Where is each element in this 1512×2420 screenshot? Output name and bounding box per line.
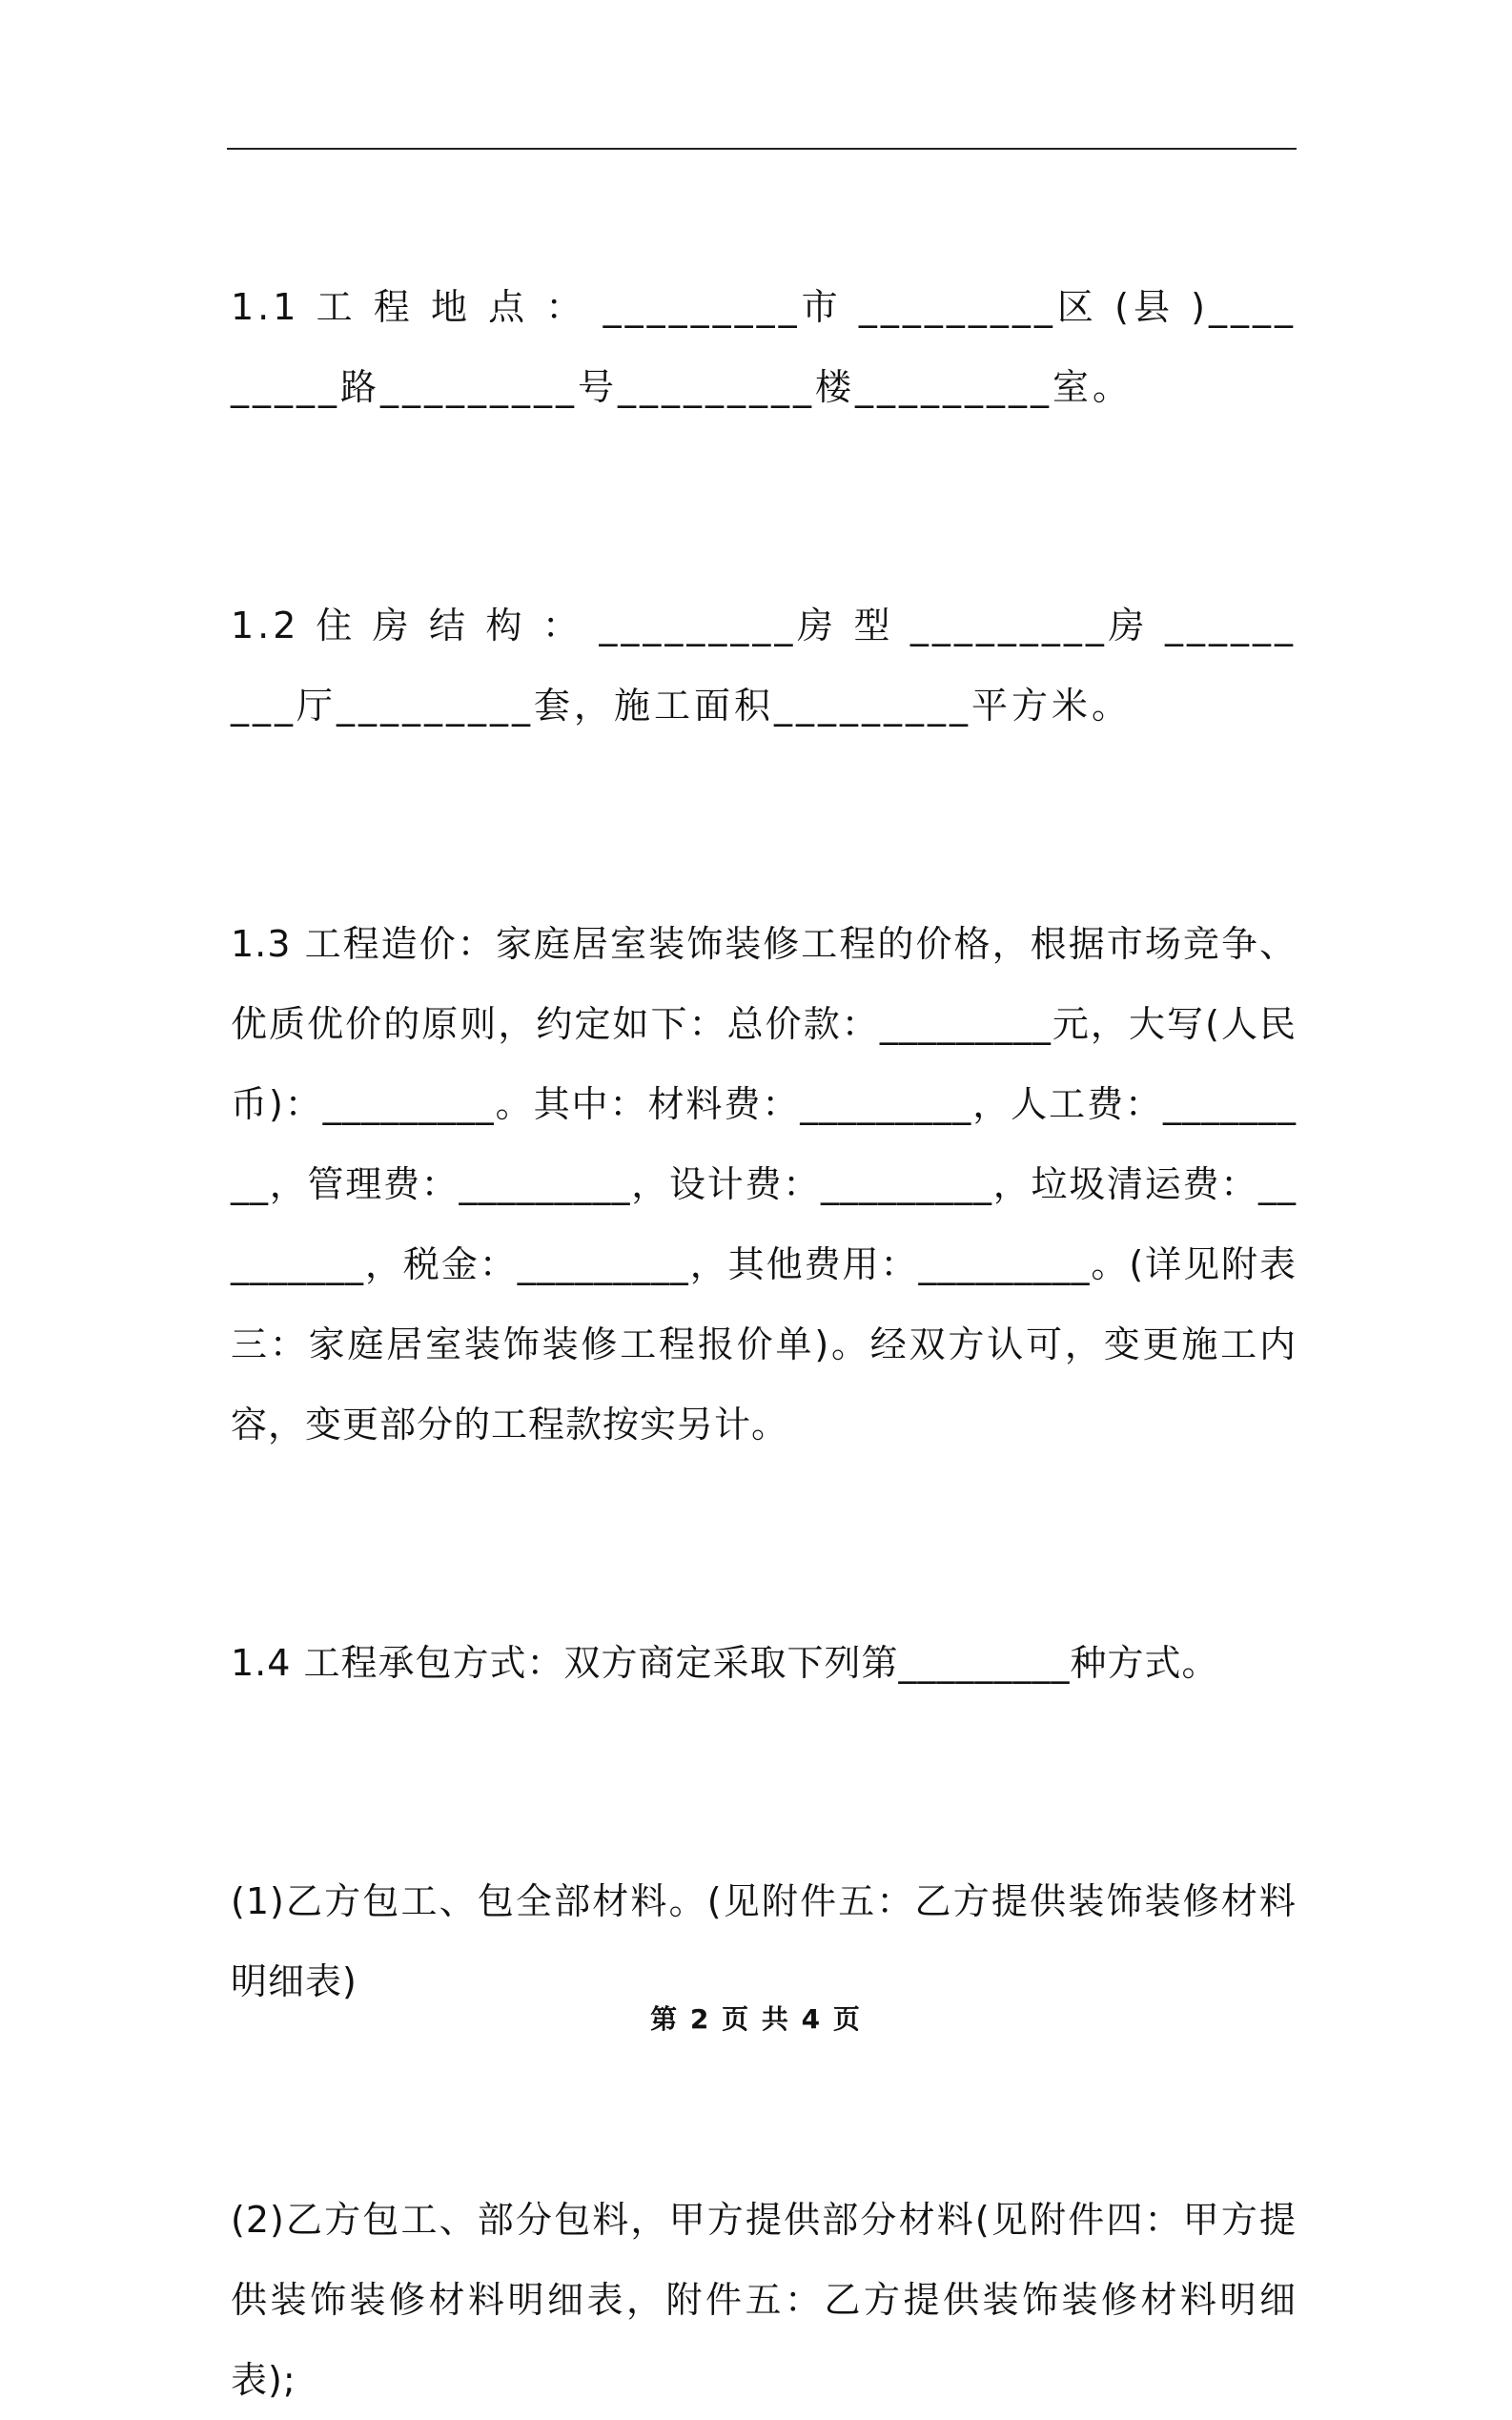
clause-1-3-project-cost: 1.3 工程造价：家庭居室装饰装修工程的价格，根据市场竞争、优质优价的原则，约定如下：总价款：_________元，大写(人民币)：_________。其中：材料费：_________，人工费：_________，管理费：_________，设计费：_________，垃圾清运费：_________，税金：_________，其他费用：_________。(详见附表三：家庭居室装饰装修工程报价单)。经双方认可，变更施工内容，变更部分的工程款按实另计。 bbox=[231, 923, 1297, 1446]
header-rule bbox=[227, 148, 1297, 150]
option-1-full-contract: (1)乙方包工、包全部材料。(见附件五：乙方提供装饰装修材料明细表) bbox=[231, 1880, 1297, 2002]
clause-1-4-contracting-method: 1.4 工程承包方式：双方商定采取下列第_________种方式。 bbox=[231, 1642, 1219, 1684]
page-number-footer: 第 2 页 共 4 页 bbox=[650, 2003, 862, 2035]
document-body bbox=[231, 267, 1297, 2420]
option-2-partial-contract: (2)乙方包工、部分包料，甲方提供部分材料(见附件四：甲方提供装饰装修材料明细表，附件五：乙方提供装饰装修材料明细表); bbox=[231, 2199, 1297, 2401]
clause-1-2-housing-structure: 1.2 住 房 结 构 ： _________房 型 _________房 _________厅_________套，施工面积_________平方米。 bbox=[231, 605, 1297, 727]
clause-1-1-project-location: 1.1 工 程 地 点 ： _________市 _________区 (县 )_________路_________号_________楼_________室。 bbox=[231, 286, 1297, 408]
